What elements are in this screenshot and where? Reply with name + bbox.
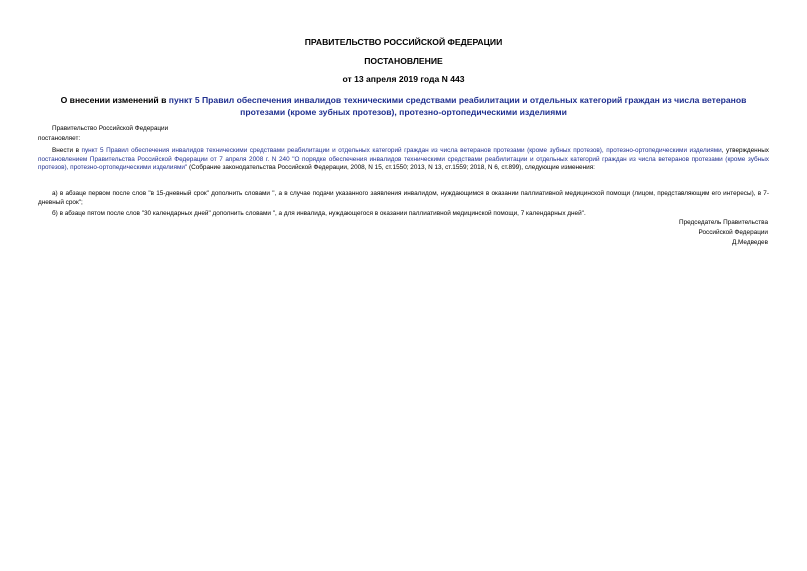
decree-240-link[interactable]: постановлением Правительства Российской Федерации от 7 апреля 2008 г. N 240 "О порядке обеспечения инвалидов техническими средствами реабилитации и отдельных категорий граждан из числа ветеранов протезами (кроме зубных протезов), протезно-ортопедическими изделиями"	[38, 155, 769, 172]
header-date-number: от 13 апреля 2019 года N 443	[342, 74, 465, 84]
header-government: ПРАВИТЕЛЬСТВО РОССИЙСКОЙ ФЕДЕРАЦИИ	[304, 37, 503, 47]
signature-name: Д.Медведев	[731, 239, 768, 246]
main-part3: (Собрание законодательства Российской Федерации, 2008, N 15, ст.1550; 2013, N 13, ст.1559; 2018, N 6, ст.899), следующие изменения:	[187, 164, 595, 172]
document-title	[40, 95, 767, 118]
main-part1: Внести в	[52, 147, 82, 154]
title-link[interactable]: пункт 5 Правил обеспечения инвалидов техническими средствами реабилитации и отдельных категорий граждан из числа ветеранов протезами (кроме зубных протезов), протезно-ортопедическими изделиями	[168, 95, 747, 117]
item-a: а) в абзаце первом после слов "в 15-дневный срок" дополнить словами ", а в случае подачи указанного заявления инвалидом, нуждающимся в оказании паллиативной медицинской помощи (лицом, представляющим его интересы), в 7-дневный срок";	[38, 190, 769, 206]
government-line: Правительство Российской Федерации	[52, 125, 169, 132]
main-paragraph	[38, 147, 769, 173]
title-prefix: О внесении изменений в	[60, 95, 169, 105]
item-b: б) в абзаце пятом после слов "30 календарных дней" дополнить словами ", а для инвалида, нуждающегося в оказании паллиативной медицинской помощи, 7 календарных дней".	[52, 210, 586, 217]
rules-point-link[interactable]: пункт 5 Правил обеспечения инвалидов техническими средствами реабилитации и отдельных категорий граждан из числа ветеранов протезами (кроме зубных протезов), протезно-ортопедическими изделиями	[81, 147, 722, 154]
main-part2: , утвержденных	[721, 147, 770, 154]
header-decree: ПОСТАНОВЛЕНИЕ	[364, 56, 443, 66]
signature-organization: Российской Федерации	[698, 229, 768, 236]
signature-position: Председатель Правительства	[679, 219, 768, 226]
decrees-line: постановляет:	[38, 135, 81, 142]
